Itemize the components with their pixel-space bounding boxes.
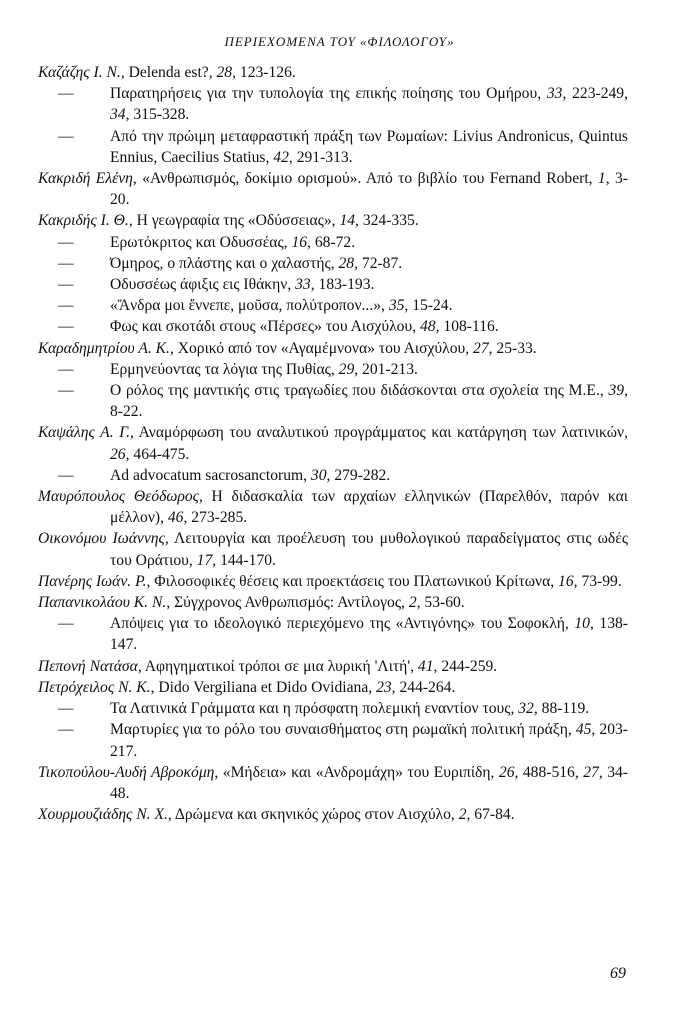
entry-dash: — xyxy=(58,382,74,400)
entry-volume: 39 xyxy=(608,382,625,400)
entry-text: Ερμηνεύοντας τα λόγια της Πυθίας, xyxy=(110,360,339,378)
entry-text: , 144-170. xyxy=(212,551,276,569)
entry-text: Όμηρος, ο πλάστης και ο χαλαστής, xyxy=(110,254,339,272)
entry-volume: 23 xyxy=(376,678,392,696)
entry-text: , «Μήδεια» και «Ανδρομάχη» του Ευριπίδη, xyxy=(214,763,499,781)
sub-entry xyxy=(38,274,628,295)
entry-text: , 123-126. xyxy=(232,64,296,81)
entry-text: , 72-87. xyxy=(354,254,403,272)
author-entry xyxy=(38,62,628,83)
entry-author: Οικονόμου Ιωάννης xyxy=(38,530,165,548)
entry-text: Απόψεις για το ιδεολογικό περιεχόμενο της «Αντιγόνης» του Σοφοκλή, xyxy=(110,615,575,633)
entry-volume: 30 xyxy=(310,466,327,484)
entry-text: , 244-259. xyxy=(433,657,498,675)
entry-volume: 32 xyxy=(518,700,534,718)
entry-volume: 34 xyxy=(110,106,126,124)
entry-author: Χουρμουζιάδης Ν. Χ. xyxy=(38,806,168,824)
entry-author: Πανέρης Ιωάν. Ρ. xyxy=(38,572,147,590)
author-entry xyxy=(38,804,628,825)
entry-text: , 291-313. xyxy=(288,148,353,166)
entry-text: , Η διδασκαλία των αρχαίων ελληνικών (Παρελθόν, παρόν και μέλλον), xyxy=(110,488,628,527)
entry-volume: 33 xyxy=(546,85,563,103)
entry-text: , Η γεωγραφία της «Οδύσσειας», xyxy=(128,212,340,230)
entry-text: «Ἄνδρα μοι ἔννεπε, μοῦσα, πολύτροπον...», xyxy=(110,297,389,315)
entry-dash: — xyxy=(58,466,74,484)
entry-text: , 244-264. xyxy=(391,678,456,696)
sub-entry xyxy=(38,465,628,486)
entry-dash: — xyxy=(58,721,74,739)
entry-text: , 34-48. xyxy=(110,763,628,802)
entry-dash: — xyxy=(58,700,74,718)
entry-volume: 41 xyxy=(417,657,434,675)
author-entry xyxy=(38,210,628,231)
entry-volume: 42 xyxy=(273,148,289,166)
entry-volume: 1 xyxy=(597,170,606,188)
author-entry xyxy=(38,486,628,528)
entry-text: , Delenda est?, xyxy=(120,64,217,81)
entry-text: Οδυσσέως άφιξις εις Ιθάκην, xyxy=(110,276,296,294)
entry-volume: 2 xyxy=(408,594,417,612)
author-entry xyxy=(38,168,628,210)
entry-text: , 8-22. xyxy=(110,382,628,421)
entry-text: , Αναμόρφωση του αναλυτικού προγράμματος και κατάργηση των λατινικών, xyxy=(130,424,628,442)
entry-author: Πεπονή Νατάσα xyxy=(38,657,138,675)
author-entry xyxy=(38,422,628,464)
entry-author: Καψάλης Α. Γ. xyxy=(38,424,130,442)
entry-volume: 16 xyxy=(558,572,574,590)
entry-volume: 26 xyxy=(498,763,515,781)
sub-entry xyxy=(38,316,628,337)
entry-text: Από την πρώιμη μεταφραστική πράξη των Ρωμαίων: Livius Andronicus, Quintus Ennius, Caecilius Statius, xyxy=(110,127,628,166)
entry-text: , 488-516, xyxy=(514,763,584,781)
entry-author: Τικοπούλου-Αυδή Αβροκόμη xyxy=(38,763,215,781)
entry-text: , 53-60. xyxy=(416,594,465,612)
sub-entry xyxy=(38,295,628,316)
entry-text: , Φιλοσοφικές θέσεις και προεκτάσεις του Πλατωνικού Κρίτωνα, xyxy=(146,572,559,590)
entry-text: , Σύγχρονος Ανθρωπισμός: Αντίλογος, xyxy=(166,594,409,612)
author-entry xyxy=(38,592,628,613)
entry-volume: 14 xyxy=(339,212,356,230)
entry-volume: 46 xyxy=(167,509,184,527)
entry-text: Τα Λατινικά Γράμματα και η πρόσφατη πολεμική εναντίον τους, xyxy=(110,700,519,718)
sub-entry xyxy=(38,253,628,274)
entry-dash: — xyxy=(58,276,74,294)
entry-text: , 25-33. xyxy=(488,339,537,357)
entry-text: , 138-147. xyxy=(110,615,628,654)
entry-text: , 67-84. xyxy=(466,806,515,824)
entry-dash: — xyxy=(58,85,74,103)
entry-dash: — xyxy=(58,615,74,633)
entry-author: Καζάζης Ι. Ν. xyxy=(38,64,121,81)
sub-entry xyxy=(38,719,628,761)
entry-volume: 16 xyxy=(291,233,308,251)
entry-text: , 73-99. xyxy=(573,572,622,590)
entry-text: , 68-72. xyxy=(307,233,356,251)
entry-text: , Αφηγηματικοί τρόποι σε μια λυρική 'Λιτή', xyxy=(137,657,418,675)
entry-volume: 28 xyxy=(216,64,233,81)
entry-text: , 88-119. xyxy=(533,700,590,718)
entry-text: , 273-285. xyxy=(183,509,248,527)
entry-volume: 35 xyxy=(388,297,405,315)
entry-text: , 201-213. xyxy=(354,360,418,378)
entry-text: , 315-328. xyxy=(125,106,190,124)
entry-text: , 203-217. xyxy=(110,721,628,760)
entry-text: , 464-475. xyxy=(125,445,190,463)
entry-author: Καραδημητρίου Α. Κ. xyxy=(38,339,170,357)
entry-volume: 10 xyxy=(574,615,590,633)
author-entry xyxy=(38,338,628,359)
author-entry xyxy=(38,528,628,570)
sub-entry xyxy=(38,232,628,253)
sub-entry xyxy=(38,359,628,380)
entry-text: , 183-193. xyxy=(310,276,375,294)
sub-entry xyxy=(38,83,628,125)
sub-entry xyxy=(38,613,628,655)
entry-text: , 15-24. xyxy=(404,297,453,315)
entry-text: Ερωτόκριτος και Οδυσσέας, xyxy=(110,233,292,251)
entry-dash: — xyxy=(58,360,74,378)
entry-text: Ad advocatum sacrosanctorum, xyxy=(110,466,311,484)
entry-volume: 48 xyxy=(420,318,436,336)
entry-text: , 108-116. xyxy=(435,318,499,336)
entry-text: , Χορικό από τον «Αγαμέμνονα» του Αισχύλου, xyxy=(169,339,474,357)
entry-dash: — xyxy=(58,297,74,315)
entry-author: Κακριδή Ελένη xyxy=(38,170,133,188)
entry-volume: 29 xyxy=(338,360,355,378)
entry-dash: — xyxy=(58,233,74,251)
contents-list xyxy=(38,62,628,825)
author-entry xyxy=(38,677,628,698)
entry-dash: — xyxy=(58,127,74,145)
entry-author: Πετρόχειλος Ν. Κ. xyxy=(38,678,151,696)
entry-text: Φως και σκοτάδι στους «Πέρσες» του Αισχύλου, xyxy=(110,318,420,336)
sub-entry xyxy=(38,698,628,719)
entry-text: , Δρώμενα και σκηνικός χώρος στον Αισχύλο, xyxy=(167,806,459,824)
entry-text: , 279-282. xyxy=(326,466,391,484)
page-number: 69 xyxy=(610,965,626,982)
entry-author: Μαυρόπουλος Θεόδωρος xyxy=(38,488,199,506)
entry-text: Ο ρόλος της μαντικής στις τραγωδίες που διδάσκονται στα σχολεία της Μ.Ε., xyxy=(110,382,609,400)
entry-volume: 33 xyxy=(295,276,311,294)
entry-volume: 2 xyxy=(458,806,467,824)
entry-dash: — xyxy=(58,254,74,272)
entry-text: , «Ανθρωπισμός, δοκίμιο ορισμού». Από το βιβλίο του Fernand Robert, xyxy=(132,170,598,188)
entry-text: , 3-20. xyxy=(110,170,628,209)
author-entry xyxy=(38,656,628,677)
entry-text: Παρατηρήσεις για την τυπολογία της επικής ποίησης του Ομήρου, xyxy=(110,85,547,103)
entry-volume: 27 xyxy=(473,339,489,357)
sub-entry xyxy=(38,380,628,422)
entry-text: Μαρτυρίες για το ρόλο του συναισθήματος στη ρωμαϊκή πολιτική πράξη, xyxy=(110,721,576,739)
entry-volume: 17 xyxy=(196,551,213,569)
entry-text: , Λειτουργία και προέλευση του μυθολογικού παραδείγματος στις ωδές του Οράτιου, xyxy=(110,530,628,569)
running-header: ΠΕΡΙΕΧΟΜΕΝΑ ΤΟΥ «ΦΙΛΟΛΟΓΟΥ» xyxy=(224,34,455,49)
entry-volume: 28 xyxy=(338,254,355,272)
entry-volume: 27 xyxy=(583,763,599,781)
entry-dash: — xyxy=(58,318,74,336)
entry-text: , 223-249, xyxy=(562,85,628,103)
sub-entry xyxy=(38,126,628,168)
author-entry xyxy=(38,762,628,804)
entry-text: , 324-335. xyxy=(355,212,419,230)
author-entry xyxy=(38,571,628,592)
entry-volume: 26 xyxy=(110,445,126,463)
entry-volume: 45 xyxy=(575,721,592,739)
entry-author: Κακριδής Ι. Θ. xyxy=(38,212,129,230)
entry-author: Παπανικολάου Κ. Ν. xyxy=(38,594,167,612)
entry-text: , Dido Vergiliana et Dido Ovidiana, xyxy=(150,678,377,696)
